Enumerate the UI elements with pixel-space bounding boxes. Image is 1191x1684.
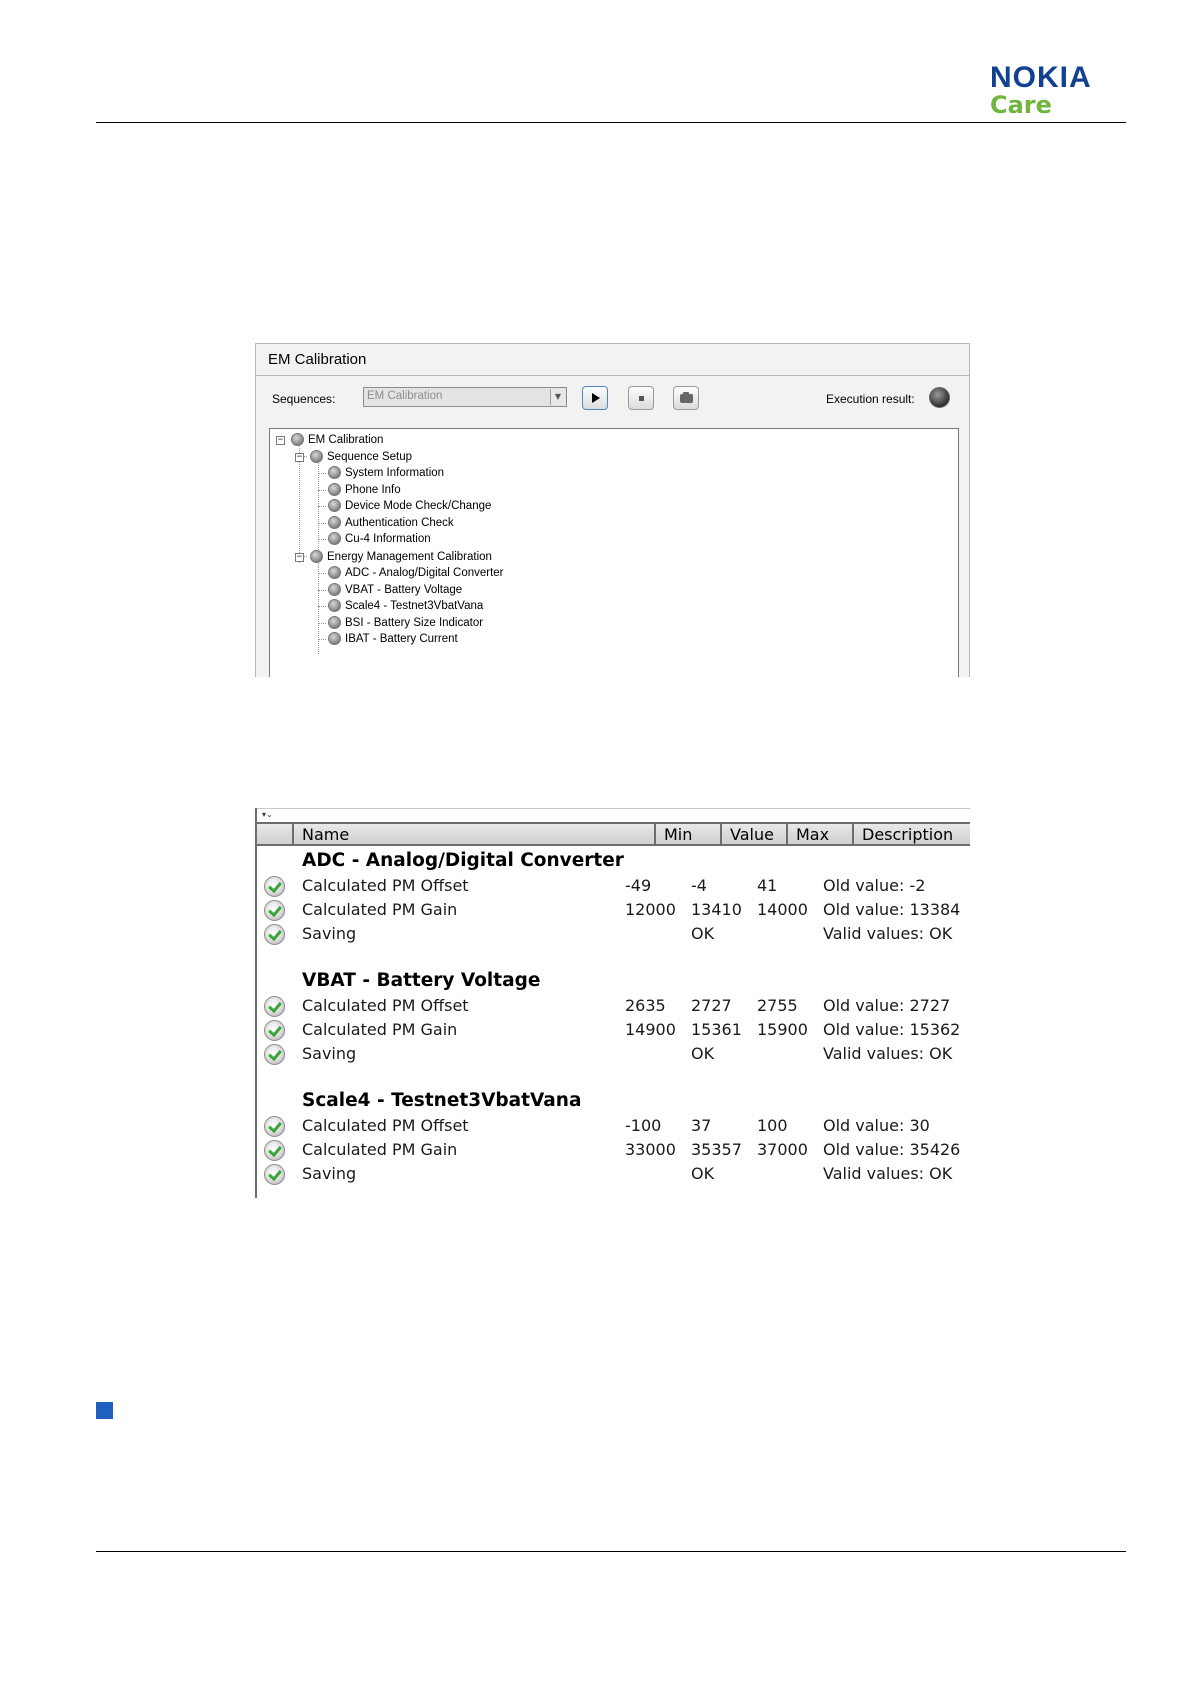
screenshot-button[interactable] (673, 386, 699, 410)
row-name: Calculated PM Offset (302, 1116, 469, 1135)
table-header (257, 822, 970, 846)
header-rule (96, 122, 1126, 123)
sequence-toolbar (256, 384, 969, 414)
row-min: 2635 (625, 996, 666, 1015)
execution-result-indicator-icon (929, 387, 950, 408)
row-value: OK (691, 924, 715, 943)
row-description: Valid values: OK (823, 924, 953, 943)
row-description: Old value: -2 (823, 876, 926, 895)
row-description: Old value: 35426 (823, 1140, 961, 1159)
row-max: 2755 (757, 996, 798, 1015)
row-name: Saving (302, 924, 357, 943)
sequence-step-icon (328, 566, 341, 579)
tree-node-adc[interactable]: ADC - Analog/Digital Converter (270, 564, 570, 582)
group-title: Scale4 - Testnet3VbatVana (302, 1090, 582, 1111)
sequence-step-icon (328, 532, 341, 545)
row-min: -49 (625, 876, 652, 895)
collapse-icon[interactable]: − (277, 435, 284, 445)
collapse-icon[interactable]: − (296, 552, 303, 562)
group-title: ADC - Analog/Digital Converter (302, 850, 624, 871)
sequence-step-icon (328, 632, 341, 645)
row-value: -4 (691, 876, 707, 895)
tree-node-system-information[interactable]: System Information (270, 464, 570, 482)
stop-sequence-button[interactable] (628, 386, 654, 410)
bullet-square-icon (96, 1402, 113, 1419)
row-name: Saving (302, 1164, 357, 1183)
tree-node-sequence-setup[interactable]: − Sequence Setup (296, 451, 413, 463)
table-row[interactable] (257, 899, 970, 923)
table-row[interactable] (257, 923, 970, 947)
row-min: 12000 (625, 900, 676, 919)
row-max: 37000 (757, 1140, 808, 1159)
row-min: 14900 (625, 1020, 676, 1039)
chevron-down-icon[interactable]: ▼ (550, 389, 565, 405)
sequence-select-value: EM Calibration (367, 390, 443, 402)
execution-result-label: Execution result: (826, 392, 915, 406)
check-ok-icon (264, 1044, 285, 1065)
tree-node-phone-info[interactable]: Phone Info (270, 481, 570, 499)
play-icon (592, 393, 600, 403)
sequence-step-icon (328, 466, 341, 479)
calibration-results-table (255, 808, 970, 1198)
camera-icon (680, 394, 693, 403)
table-row[interactable] (257, 1139, 970, 1163)
group-title: VBAT - Battery Voltage (302, 970, 541, 991)
sequence-step-icon (328, 616, 341, 629)
nokia-care-logo (990, 62, 1120, 118)
row-max: 15900 (757, 1020, 808, 1039)
tree-node-scale4[interactable]: Scale4 - Testnet3VbatVana (270, 597, 570, 615)
sequence-step-icon (328, 516, 341, 529)
tree-node-authentication-check[interactable]: Authentication Check (270, 514, 570, 532)
column-header-min[interactable]: Min (656, 824, 722, 844)
row-min: 33000 (625, 1140, 676, 1159)
column-header-name[interactable]: Name (294, 824, 656, 844)
column-header-status[interactable] (257, 824, 294, 844)
row-description: Valid values: OK (823, 1044, 953, 1063)
row-max: 100 (757, 1116, 788, 1135)
footer-rule (96, 1551, 1126, 1552)
check-ok-icon (264, 1020, 285, 1041)
column-menu-icon[interactable]: ▾⌄ (262, 810, 273, 819)
table-row[interactable] (257, 1163, 970, 1187)
check-ok-icon (264, 900, 285, 921)
table-row[interactable] (257, 1043, 970, 1067)
check-ok-icon (264, 1164, 285, 1185)
row-value: OK (691, 1164, 715, 1183)
row-name: Calculated PM Offset (302, 876, 469, 895)
column-header-value[interactable]: Value (722, 824, 788, 844)
row-description: Old value: 13384 (823, 900, 961, 919)
tree-node-vbat[interactable]: VBAT - Battery Voltage (270, 581, 570, 599)
row-value: 37 (691, 1116, 712, 1135)
row-name: Calculated PM Gain (302, 1020, 458, 1039)
row-description: Old value: 15362 (823, 1020, 961, 1039)
sequence-step-icon (328, 483, 341, 496)
tree-node-root[interactable]: − EM Calibration (277, 434, 384, 446)
tree-node-energy-management[interactable]: − Energy Management Calibration (296, 551, 492, 563)
tree-node-device-mode-check[interactable]: Device Mode Check/Change (270, 497, 570, 515)
check-ok-icon (264, 1116, 285, 1137)
row-name: Calculated PM Gain (302, 900, 458, 919)
row-value: 13410 (691, 900, 742, 919)
row-value: 35357 (691, 1140, 742, 1159)
check-ok-icon (264, 996, 285, 1017)
sequence-step-icon (328, 583, 341, 596)
sequence-select[interactable] (363, 387, 567, 407)
row-name: Calculated PM Gain (302, 1140, 458, 1159)
sequence-step-icon (291, 433, 304, 446)
tree-node-cu4-information[interactable]: Cu-4 Information (270, 530, 570, 548)
row-max: 14000 (757, 900, 808, 919)
panel-title: EM Calibration (256, 344, 969, 376)
column-header-description[interactable]: Description (854, 824, 970, 844)
table-row[interactable] (257, 1115, 970, 1139)
table-row[interactable] (257, 995, 970, 1019)
sequence-step-icon (328, 499, 341, 512)
tree-node-bsi[interactable]: BSI - Battery Size Indicator (270, 614, 570, 632)
check-ok-icon (264, 1140, 285, 1161)
sequence-step-icon (310, 450, 323, 463)
row-description: Old value: 2727 (823, 996, 951, 1015)
sequences-label: Sequences: (272, 392, 336, 406)
stop-icon (639, 396, 644, 401)
sequence-step-icon (328, 599, 341, 612)
row-value: OK (691, 1044, 715, 1063)
row-max: 41 (757, 876, 778, 895)
column-header-max[interactable]: Max (788, 824, 854, 844)
em-calibration-panel (255, 343, 970, 677)
row-description: Old value: 30 (823, 1116, 930, 1135)
logo-nokia-text: NOKIA (990, 61, 1092, 94)
row-value: 2727 (691, 996, 732, 1015)
run-sequence-button[interactable] (582, 386, 608, 410)
sequence-step-icon (310, 550, 323, 563)
table-toolbar-strip (257, 808, 970, 820)
logo-care-text: Care (990, 91, 1052, 119)
row-min: -100 (625, 1116, 662, 1135)
check-ok-icon (264, 924, 285, 945)
table-row[interactable] (257, 875, 970, 899)
row-value: 15361 (691, 1020, 742, 1039)
tree-node-ibat[interactable]: IBAT - Battery Current (270, 630, 570, 648)
row-name: Calculated PM Offset (302, 996, 469, 1015)
row-name: Saving (302, 1044, 357, 1063)
collapse-icon[interactable]: − (296, 452, 303, 462)
table-row[interactable] (257, 1019, 970, 1043)
check-ok-icon (264, 876, 285, 897)
row-description: Valid values: OK (823, 1164, 953, 1183)
sequence-tree (269, 428, 959, 677)
